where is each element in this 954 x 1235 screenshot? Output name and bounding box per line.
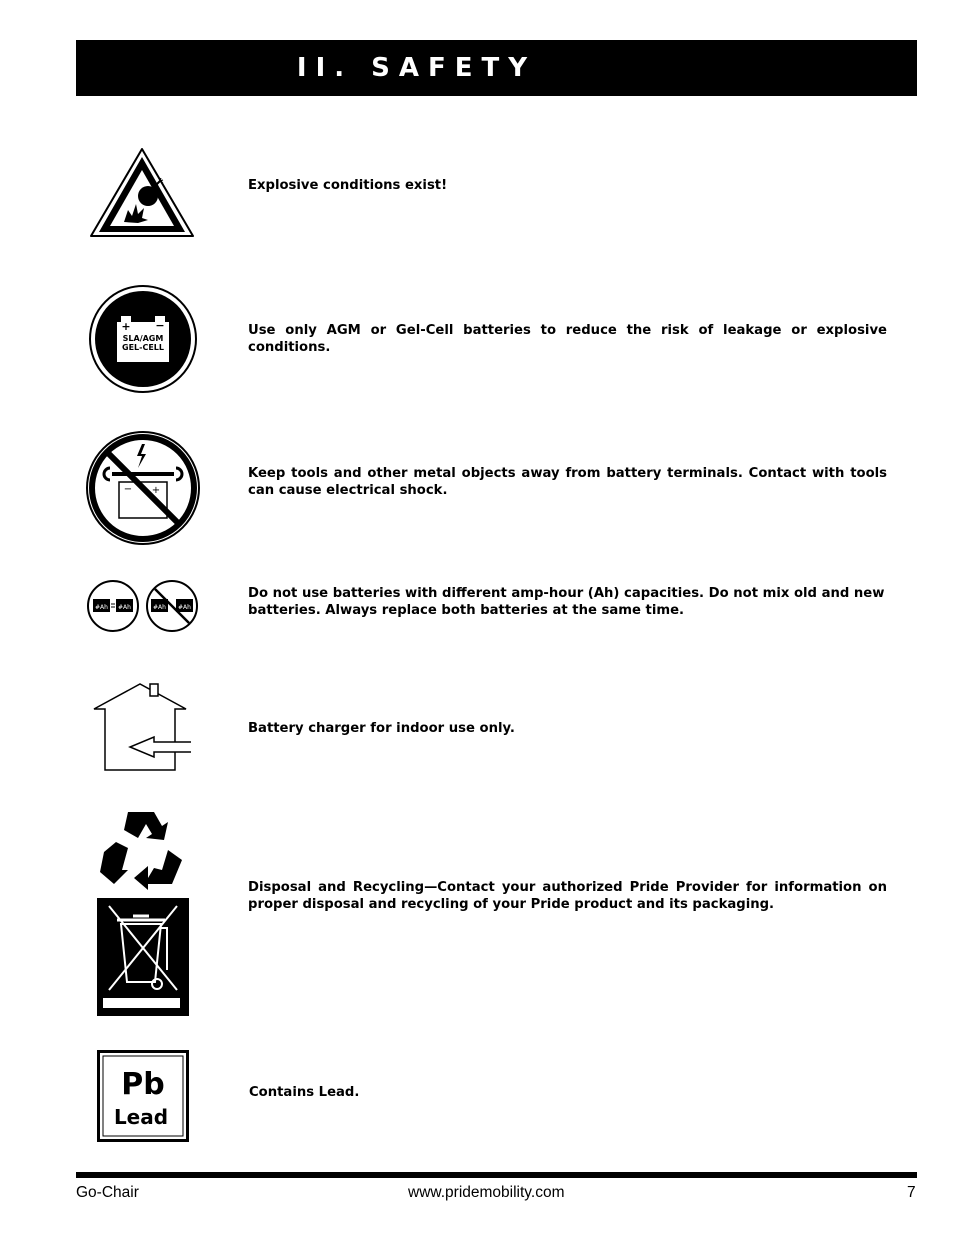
mixed-ah-batteries-prohibited-icon bbox=[145, 579, 199, 633]
crossed-out-bin-icon bbox=[97, 898, 189, 1016]
svg-text:−: − bbox=[123, 484, 133, 495]
section-header bbox=[76, 40, 917, 96]
ah-label-2: #Ah bbox=[118, 604, 131, 611]
same-ah-batteries-icon bbox=[86, 579, 140, 633]
gel-cell-battery-icon bbox=[88, 284, 198, 394]
battery-label-1: SLA/AGM bbox=[122, 334, 164, 343]
contains-lead-icon bbox=[97, 1050, 189, 1142]
section-title: II. SAFETY bbox=[296, 53, 537, 83]
footer-website[interactable]: www.pridemobility.com bbox=[408, 1184, 565, 1201]
recycle-icon bbox=[98, 808, 184, 892]
warning-text-explosive: Explosive conditions exist! bbox=[248, 178, 448, 193]
warning-text-gel-cell: Use only AGM or Gel-Cell batteries to reduce the risk of leakage or explosive conditions. bbox=[248, 323, 887, 355]
pb-word: Lead bbox=[113, 1105, 169, 1129]
indoor-use-icon bbox=[92, 682, 196, 774]
svg-text:+: + bbox=[121, 320, 131, 333]
battery-label-2: GEL-CELL bbox=[122, 343, 164, 352]
warning-text-amp-hour: Do not use batteries with different amp-hour (Ah) capacities. Do not mix old and new batteries. Always replace both batteries at the same time. bbox=[248, 586, 885, 618]
footer-product: Go-Chair bbox=[76, 1184, 139, 1201]
pb-symbol: Pb bbox=[121, 1067, 165, 1102]
warning-text-tools: Keep tools and other metal objects away from battery terminals. Contact with tools can cause electrical shock. bbox=[248, 466, 887, 498]
warning-text-lead: Contains Lead. bbox=[249, 1085, 360, 1100]
ah-label-3: #Ah bbox=[153, 604, 166, 611]
ah-label-4: #Ah bbox=[178, 604, 191, 611]
footer-page-number: 7 bbox=[907, 1184, 916, 1201]
warning-text-disposal: Disposal and Recycling—Contact your authorized Pride Provider for information on proper disposal and recycling of your Pride product and its packaging. bbox=[248, 880, 887, 912]
svg-text:−: − bbox=[155, 319, 165, 332]
warning-text-indoor: Battery charger for indoor use only. bbox=[248, 721, 515, 736]
footer-rule bbox=[76, 1172, 917, 1178]
svg-text:+: + bbox=[151, 485, 161, 496]
explosion-warning-icon bbox=[88, 146, 196, 240]
no-tools-battery-icon bbox=[84, 430, 202, 546]
ah-label-1: #Ah bbox=[95, 604, 108, 611]
